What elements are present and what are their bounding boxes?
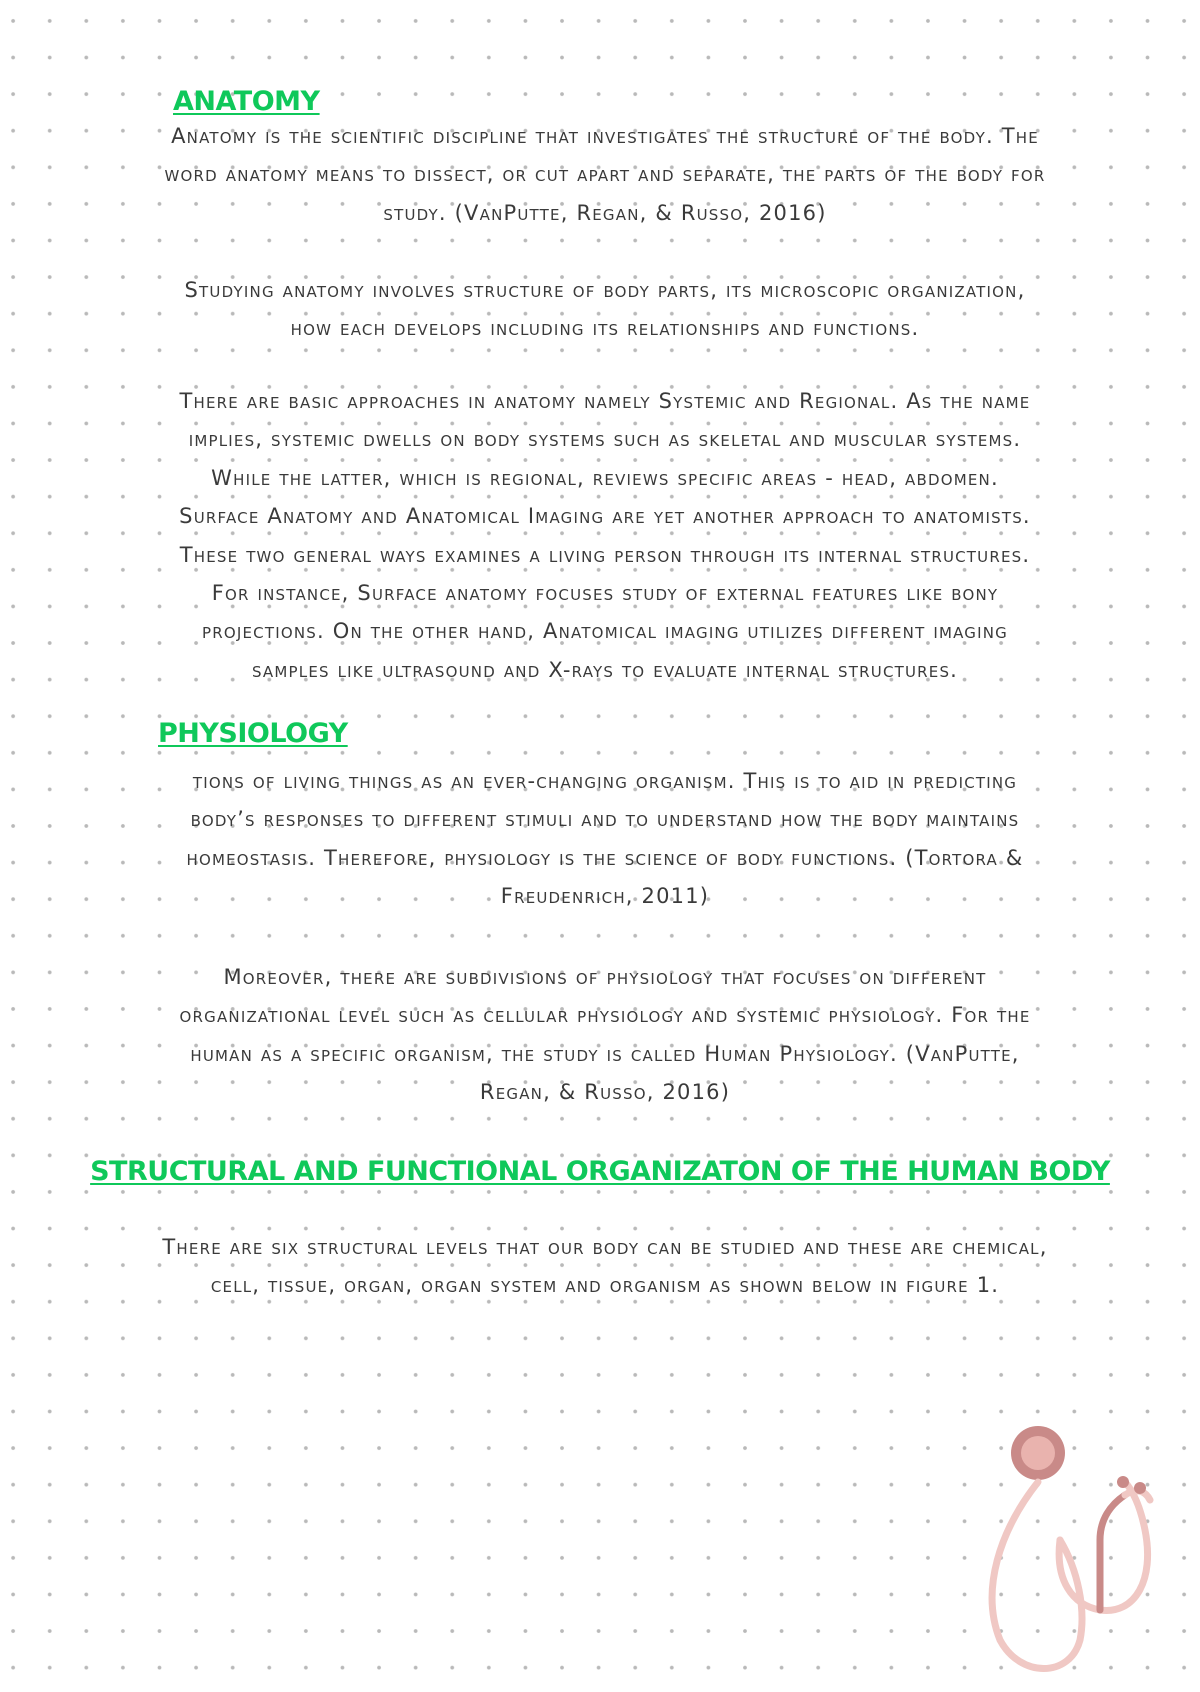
physiology-paragraph-definition: tions of living things as an ever-changing organism. This is to aid in predicting body’s responses to different stimuli and to understand how the body maintains homeostasis. Therefore, physiology is the science of body functions. (Tortora & Freudenrich, 2011) [186, 769, 1024, 909]
anatomy-paragraph-approaches: There are basic approaches in anatomy namely Systemic and Regional. As the name implies, systemic dwells on body systems such as skeletal and muscular systems. While the latter, which is regional, reviews specific areas - head, abdomen. Surface Anatomy and Anatomical Imaging are yet another approach to anatomists. These two general ways examines a living person through its internal structures. For instance, Surface anatomy focuses study of external features like bony projections. On the other hand, Anatomical imaging utilizes different imaging samples like ultrasound and X-rays to evaluate internal structures. [179, 389, 1031, 682]
anatomy-paragraph-studying: Studying anatomy involves structure of body parts, its microscopic organization, how each develops including its relationships and functions. [184, 278, 1026, 341]
anatomy-heading: ANATOMY [173, 86, 320, 117]
structural-organization-heading: STRUCTURAL AND FUNCTIONAL ORGANIZATON OF THE HUMAN BODY [90, 1156, 1110, 1187]
physiology-heading: PHYSIOLOGY [158, 718, 348, 749]
structural-levels-paragraph: There are six structural levels that our body can be studied and these are chemical, cell, tissue, organ, organ system and organism as shown below in figure 1. [162, 1235, 1048, 1298]
physiology-paragraph-subdivisions: Moreover, there are subdivisions of physiology that focuses on different organizational level such as cellular physiology and systemic physiology. For the human as a specific organism, the study is called Human Physiology. (VanPutte, Regan, & Russo, 2016) [179, 965, 1031, 1105]
anatomy-paragraph-definition: Anatomy is the scientific discipline that investigates the structure of the body. The word anatomy means to dissect, or cut apart and separate, the parts of the body for study. (VanPutte, Regan, & Russo, 2016) [164, 124, 1046, 225]
stethoscope-icon [960, 1420, 1160, 1680]
